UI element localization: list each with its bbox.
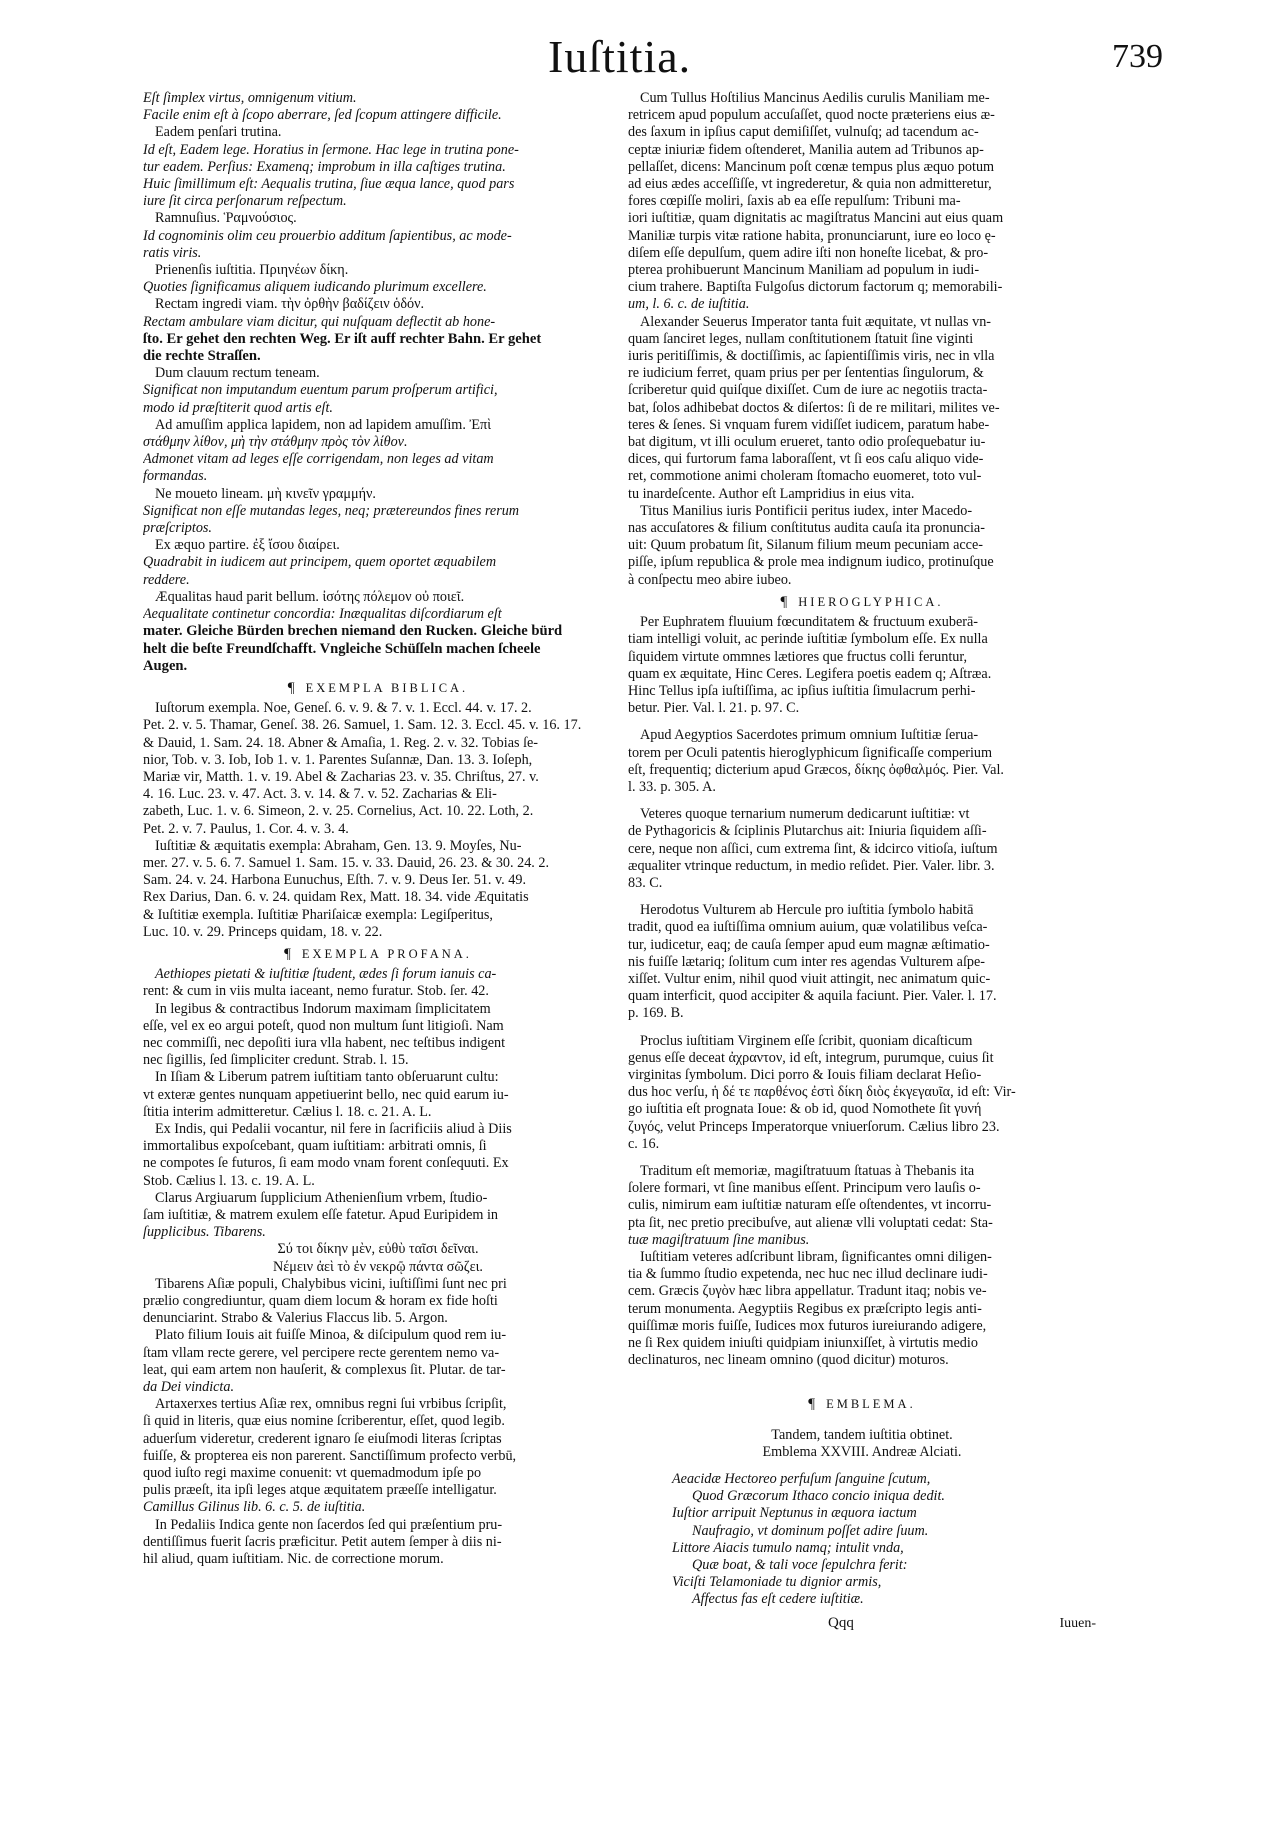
text-line: nec ſigillis, ſed ſimpliciter credunt. Strab. l. 15.	[143, 1052, 409, 1069]
text-line: nior, Tob. v. 3. Iob, Iob 1. v. 1. Parentes Suſannæ, Dan. 13. 3. Ioſeph,	[143, 751, 533, 768]
text-line: Camillus Gilinus lib. 6. c. 5. de iuſtitia.	[143, 1499, 366, 1516]
text-line: Quadrabit in iudicem aut principem, quem oportet æquabilem	[143, 554, 497, 571]
text-line: helt die beſte Freundſchafft. Vngleiche Schüſſeln machen ſcheele	[143, 640, 541, 657]
text-line: Dum clauum rectum teneam.	[155, 365, 320, 382]
pilcrow-icon: ¶	[780, 593, 791, 610]
emblem-verse: Viciſti Telamoniade tu dignior armis,	[672, 1574, 882, 1591]
text-line: mer. 27. v. 5. 6. 7. Samuel 1. Sam. 15. v. 33. Dauid, 26. 23. & 30. 24. 2.	[143, 854, 550, 871]
text-line: ſcriberetur quid quiſque dixiſſet. Cum de iure ac negotiis tracta-	[628, 382, 988, 399]
pilcrow-icon: ¶	[287, 679, 298, 696]
text-line: uit: Quum probatum ſit, Silanum filium meum pecuniam acce-	[628, 537, 984, 554]
text-line: Rex Darius, Dan. 6. v. 24. quidam Rex, Matt. 18. 34. vide Æquitatis	[143, 889, 529, 906]
text-line: ne ſi Rex quidem iniuſti quidpiam iniunxiſſet, à virtutis medio	[628, 1335, 978, 1352]
text-line: eſſe, vel ex eo argui poteſt, quod non multum ſunt litigioſi. Nam	[143, 1017, 504, 1034]
text-line: cem. Græcis ζυγὸν hæc libra appellatur. Tradunt itaq; nobis ve-	[628, 1283, 987, 1300]
left-column	[143, 90, 613, 1568]
text-line: Prienenſis iuſtitia. Πριηνέων δίκη.	[155, 262, 349, 279]
text-line: fores cœpiſſe moliri, ſaxis ab ea eſſe repulſum: Tribuni ma-	[628, 193, 961, 210]
text-line: ne compotes ſe futuros, ſi eam modo vnam forent conſequuti. Ex	[143, 1155, 509, 1172]
text-line: pulis præeſt, ita ipſi leges atque æquitatem præeſſe intelligatur.	[143, 1482, 497, 1499]
spacer	[628, 1417, 1096, 1427]
text-line: Huic ſimillimum eſt: Aequalis trutina, ſiue æqua lance, quod pars	[143, 176, 515, 193]
emblem-verse: Littore Aiacis tumulo namq; intulit vnda,	[672, 1539, 904, 1556]
text-line: Pet. 2. v. 5. Thamar, Geneſ. 38. 26. Samuel, 1. Sam. 12. 3. Eccl. 45. v. 16. 17.	[143, 717, 582, 734]
text-line: Mariæ vir, Matth. 1. v. 19. Abel & Zacharias 23. v. 35. Chriſtus, 27. v.	[143, 768, 539, 785]
text-line: nas accuſatores & filium conſtitutus audita cauſa ita pronuncia-	[628, 520, 985, 537]
text-line: modo id præſtiterit quod artis eſt.	[143, 399, 333, 416]
emblem-verse: Naufragio, vt dominum poſſet adire ſuum.	[692, 1522, 929, 1539]
emblem-title: Emblema XXVIII. Andreæ Alciati.	[762, 1443, 962, 1460]
text-line: Significat non imputandum euentum parum proſperum artifici,	[143, 382, 498, 399]
text-line: pta ſit, nec pretio precibuſve, aut alienæ vlli voluptati cedat: Sta-	[628, 1214, 993, 1231]
spacer	[628, 796, 1096, 806]
text-line: genus eſſe deceat ἀχραντον, id eſt, integrum, purumque, cuius ſit	[628, 1049, 994, 1066]
text-line: Id cognominis olim ceu prouerbio additum ſapientibus, ac mode-	[143, 227, 512, 244]
text-line: tuæ magiſtratuum ſine manibus.	[628, 1231, 810, 1248]
text-line: ſam iuſtitiæ, & matrem exulem eſſe fatetur. Apud Euripidem in	[143, 1207, 499, 1223]
text-line: retricem apud populum accuſaſſet, quod nocte præteriens eius æ-	[628, 107, 995, 124]
pilcrow-icon: ¶	[808, 1396, 819, 1413]
text-line: cere, neque non aſſici, cum extrema ſint, & idcirco vitioſa, iuſtum	[628, 840, 998, 857]
text-line: ſtam vllam recte gerere, vel percipere recte gerentem nemo va-	[143, 1344, 500, 1361]
text-line: quod iuſto regi maxime conuenit: vt quemadmodum ipſe po	[143, 1465, 482, 1482]
text-line: Significat non eſſe mutandas leges, neq; prætereundos fines rerum	[143, 502, 520, 519]
text-line: leat, qui eam artem non hauſerit, & complexus ſit. Plutar. de tar-	[143, 1361, 506, 1378]
text-line: iuris peritiſſimis, & doctiſſimis, ac ſapientiſſimis viris, nec in vlla	[628, 348, 995, 365]
text-line: ſolere formari, vt ſine manibus eſſent. Principum vero lauſis o-	[628, 1180, 981, 1197]
text-line: Iuſtorum exempla. Noe, Geneſ. 6. v. 9. & 7. v. 1. Eccl. 44. v. 17. 2.	[155, 700, 532, 717]
section-heading-biblica: ¶ EXEMPLA BIBLICA.	[287, 679, 469, 696]
text-line: Quoties ſignificamus aliquem iudicando plurimum excellere.	[143, 279, 487, 296]
text-line: dus hoc verſu, ἡ δέ τε παρθένος ἐστὶ δίκη διὸς ἐκγεγαυῖα, id eſt: Vir-	[628, 1084, 1016, 1101]
text-line: ſi quid in literis, quæ eius nomine ſcriberentur, eſſet, quod legib.	[143, 1413, 505, 1430]
text-line: de Pythagoricis & ſciplinis Plutarchus ait: Iniuria ſiquidem aſſi-	[628, 823, 987, 840]
text-line: æqualiter vtrinque reductum, in medio reſidet. Pier. Valer. libr. 3.	[628, 857, 995, 874]
text-line: Traditum eſt memoriæ, magiſtratuum ſtatuas à Thebanis ita	[640, 1162, 975, 1179]
text-line: quam interficit, quod accipiter & aquila faciunt. Pier. Valer. l. 17.	[628, 988, 997, 1005]
text-line: Ramnuſius. Ῥαμνούσιος.	[155, 210, 297, 227]
text-line: In Iſiam & Liberum patrem iuſtitiam tanto obſeruarunt cultu:	[155, 1069, 499, 1086]
emblem-motto: Tandem, tandem iuſtitia obtinet.	[771, 1426, 953, 1443]
emblem-verse: Aeacidæ Hectoreo perfuſum ſanguine ſcutum,	[672, 1471, 931, 1488]
text-line: terum monumenta. Aegyptiis Regibus ex præſcripto legis anti-	[628, 1300, 982, 1317]
text-line: aduerſum videretur, crederent ignaro ſe eiuſmodi literas ſcriptas	[143, 1430, 502, 1447]
text-line: ret, commotione animi choleram ſtomacho euomeret, toto vul-	[628, 468, 982, 485]
spacer	[628, 892, 1096, 902]
text-line: Rectam ingredi viam. τὴν ὀρθὴν βαδίζειν ὁδόν.	[155, 296, 425, 313]
text-line: Eſt ſimplex virtus, omnigenum vitium.	[143, 90, 357, 106]
text-line: virginitas ſymbolum. Dici porro & Iouis filiam declarat Heſio-	[628, 1066, 982, 1083]
text-line: Artaxerxes tertius Aſiæ rex, omnibus regni ſui vrbibus ſcripſit,	[155, 1396, 507, 1413]
text-line: ſtitia interim admitteretur. Cælius l. 18. c. 21. A. L.	[143, 1103, 432, 1120]
text-line: In Pedaliis Indica gente non ſacerdos ſed qui præſentium pru-	[155, 1516, 503, 1533]
page-title: Iuſtitia.	[548, 31, 692, 82]
text-line: Tibarens Aſiæ populi, Chalybibus vicini, iuſtiſſimi ſunt nec pri	[155, 1275, 507, 1292]
text-line: vt exteræ gentes nunquam appetiuerint bello, nec quid earum iu-	[143, 1086, 509, 1103]
text-line: dices, qui furtorum fama laboraſſent, vt ſi eos caſu aliquo vide-	[628, 451, 984, 468]
text-line: dentiſſimus fuerit ſacris præficitur. Petit autem ſemper à diis ni-	[143, 1533, 502, 1550]
text-line: ratis viris.	[143, 244, 202, 261]
text-line: die rechte Straſſen.	[143, 348, 261, 365]
text-line: teres & ſenes. Si vnquam furem vidiſſet iudicem, paratum habe-	[628, 416, 990, 433]
text-line: denunciarint. Strabo & Valerius Flaccus lib. 5. Argon.	[143, 1310, 448, 1327]
text-line: tradit, quod ea iuſtiſſima omnium auium, quæ volatilibus veſca-	[628, 919, 988, 936]
text-line: formandas.	[143, 468, 208, 485]
text-line: diſem eſſe depulſum, quem adire iſti non honeſte licebat, & pro-	[628, 244, 989, 261]
text-line: quam ſanciret leges, nullam conſtitutionem ſtatuit ſine viginti	[628, 330, 974, 347]
pilcrow-icon: ¶	[284, 945, 294, 962]
text-line: Ne moueto lineam. μὴ κινεῖν γραμμήν.	[155, 485, 376, 502]
text-line: Pet. 2. v. 7. Paulus, 1. Cor. 4. v. 3. 4.	[143, 820, 349, 837]
right-column	[628, 90, 1096, 1639]
text-line: Luc. 10. v. 29. Princeps quidam, 18. v. 22.	[143, 923, 383, 940]
text-line: declinaturos, nec lineam omnino (quod dicitur) moturos.	[628, 1352, 949, 1369]
text-line: pellaſſet, dicens: Mancinum poſt cœnæ tempus plus æquo potum	[628, 158, 995, 175]
page-number: 739	[1112, 38, 1163, 75]
text-line: rent: & cum in viis multa iaceant, nemo furatur. Stob. ſer. 42.	[143, 983, 489, 1000]
text-line: Ex Indis, qui Pedalii vocantur, nil fere in ſacrificiis aliud à Diis	[155, 1120, 512, 1137]
text-line: Proclus iuſtitiam Virginem eſſe ſcribit, quoniam dicaſticum	[640, 1032, 973, 1049]
text-line: Facile enim eſt à ſcopo aberrare, ſed ſcopum attingere difficile.	[143, 107, 502, 124]
running-head	[0, 24, 1276, 84]
text-line: um, l. 6. c. de iuſtitia.	[628, 296, 750, 313]
emblem-verse: Iuſtior arripuit Neptunus in æquora iactum	[672, 1505, 917, 1522]
text-line: go iuſtitia eſt prognata Ioue: & ob id, quod Nomothete ſit γυνή	[628, 1101, 982, 1118]
signature-mark: Qqq	[828, 1614, 854, 1631]
text-line: στάθμην λίθον, μὴ τὴν στάθμην πρὸς τὸν λίθον.	[143, 434, 408, 451]
text-line: bat, ſolos adhibebat doctos & diſertos: ſi de re militari, milites ve-	[628, 399, 1000, 416]
text-line: Hinc Tellus ipſa iuſtiſſima, ac ipſius iuſtitia ſimulacrum perhi-	[628, 682, 976, 699]
text-line: Veteres quoque ternarium numerum dedicarunt iuſtitiæ: vt	[640, 806, 970, 823]
text-line: Eadem penſari trutina.	[155, 124, 282, 141]
text-line: præſcriptos.	[143, 520, 212, 537]
spacer	[628, 1369, 1096, 1391]
text-line: prælio congrediuntur, quam diem locum & horam ex fide hoſti	[143, 1293, 498, 1310]
text-line: torem per Oculi patentis hieroglyphicum ſignificaſſe comperium	[628, 744, 993, 761]
text-line: tiam intelligi voluit, ac perinde iuſtitiæ ſymbolum eſſe. Ex nulla	[628, 631, 988, 648]
text-line: reddere.	[143, 571, 190, 588]
text-line: immortalibus expoſcebant, quam iuſtitiam: arbitrati omnis, ſi	[143, 1138, 487, 1155]
text-line: Plato filium Iouis ait fuiſſe Minoa, & diſcipulum quod rem iu-	[155, 1327, 507, 1344]
text-line: Rectam ambulare viam dicitur, qui nuſquam deflectit ab hone-	[143, 313, 496, 330]
text-line: Iuſtitiam veteres adſcribunt libram, ſignificantes omni diligen-	[640, 1249, 992, 1265]
spacer	[628, 1153, 1096, 1163]
text-line: Stob. Cælius l. 13. c. 19. A. L.	[143, 1172, 315, 1189]
text-line: ſto. Er gehet den rechten Weg. Er iſt auff rechter Bahn. Er gehet	[143, 330, 542, 347]
text-line: p. 169. B.	[628, 1005, 684, 1022]
text-line: Aethiopes pietati & iuſtitiæ ſtudent, ædes ſi forum ianuis ca-	[155, 966, 497, 983]
greek-verse: Σύ τοι δίκην μὲν, εὐθὺ ταῖσι δεῖναι.	[277, 1241, 479, 1258]
text-line: Admonet vitam ad leges eſſe corrigendam, non leges ad vitam	[143, 451, 494, 468]
text-line: des ſaxum in ipſius caput demiſiſſet, vulnuſq; ad tacendum ac-	[628, 124, 979, 141]
section-heading-emblema: ¶ EMBLEMA.	[808, 1396, 916, 1413]
text-line: pterea prohibuerunt Mancinum Maniliam ad populum in iudi-	[628, 262, 980, 279]
catchword: Iuuen-	[1059, 1615, 1096, 1631]
text-line: culis, nimirum eam iuſtitiæ naturam eſſe oſtendentes, vt incorru-	[628, 1197, 992, 1214]
text-line: à conſpectu meo abire iubeo.	[628, 571, 792, 588]
text-line: tur eadem. Perſius: Examenq; improbum in illa caſtiges trutina.	[143, 158, 506, 175]
text-line: Apud Aegyptios Sacerdotes primum omnium Iuſtitiæ ſerua-	[640, 727, 979, 744]
text-line: fuiſſe, & propterea eis non parerent. Sanctiſſimum profecto verbū,	[143, 1447, 517, 1464]
section-heading-hieroglyphica: ¶ HIEROGLYPHICA.	[780, 593, 944, 610]
text-line: iure ſit circa perſonarum reſpectum.	[143, 193, 347, 210]
text-line: Ex æquo partire. ἐξ ἴσου διαίρει.	[155, 537, 340, 554]
text-line: ſupplicibus. Tibarens.	[143, 1224, 266, 1241]
text-line: Æqualitas haud parit bellum. ἰσότης πόλεμον οὐ ποιεῖ.	[155, 588, 465, 605]
text-line: ſiquidem virtute ommnes lætiores que fructus colli feruntur,	[628, 648, 968, 665]
text-line: Herodotus Vulturem ab Hercule pro iuſtitia ſymbolo habitā	[640, 902, 974, 919]
text-line: eſt, frequentiq; dicterium apud Græcos, δίκης ὀφθαλμός. Pier. Val.	[628, 761, 1004, 778]
text-line: xiſſet. Vultur enim, nihil quod viuit attingit, nec animatum quic-	[628, 970, 991, 987]
text-line: In legibus & contractibus Indorum maximam ſimplicitatem	[155, 1000, 491, 1017]
text-line: Alexander Seuerus Imperator tanta fuit æquitate, vt nullas vn-	[640, 313, 992, 330]
page-footer	[628, 1615, 1096, 1639]
text-line: quiſſimæ moris fuiſſe, Iudices mox futuros iureiurando adigere,	[628, 1317, 987, 1334]
text-line: & Dauid, 1. Sam. 24. 18. Abner & Amaſia, 1. Reg. 2. v. 32. Tobias ſe-	[143, 734, 539, 751]
text-line: Id eſt, Eadem lege. Horatius in ſermone. Hac lege in trutina pone-	[143, 141, 519, 158]
emblem-verse: Quod Græcorum Ithaco concio iniqua dedit.	[692, 1488, 945, 1505]
text-line: Sam. 24. v. 24. Harbona Eunuchus, Eſth. 7. v. 9. Deus Ier. 51. v. 49.	[143, 872, 527, 889]
text-line: c. 16.	[628, 1135, 660, 1152]
text-line: tia & ſummo ſtudio expetenda, nec huc nec illud declinare iudi-	[628, 1266, 988, 1283]
text-line: betur. Pier. Val. l. 21. p. 97. C.	[628, 700, 800, 717]
text-line: quam ex æquitate, Hinc Ceres. Legifera poetis eadem q; Aſtræa.	[628, 665, 992, 682]
text-line: Cum Tullus Hoſtilius Mancinus Aedilis curulis Maniliam me-	[640, 90, 990, 106]
text-line: l. 33. p. 305. A.	[628, 778, 716, 795]
greek-verse: Νέμειν ἀεὶ τὸ ἐν νεκρῷ πάντα σῶζει.	[273, 1258, 483, 1275]
text-line: Per Euphratem fluuium fœcunditatem & fructuum exuberā-	[640, 614, 979, 631]
spacer	[628, 1023, 1096, 1033]
text-line: nec commiſſi, nec depoſiti iura vlla habent, nec teſtibus indigent	[143, 1034, 506, 1051]
text-line: piſſe, ipſum republica & prole mea indignum iudico, protinuſque	[628, 554, 994, 571]
text-line: cium trahere. Baptiſta Fulgoſus dictorum factorum q; memorabili-	[628, 279, 1003, 296]
text-line: ζυγός, velut Princeps Imperatorque vniuerſorum. Cælius libro 23.	[628, 1118, 1000, 1135]
spacer	[628, 1461, 1096, 1471]
text-line: 83. C.	[628, 874, 663, 891]
spacer	[628, 717, 1096, 727]
text-line: ad eius ædes acceſſiſſe, vt ingrederetur, & quia non admitteretur,	[628, 176, 992, 193]
text-line: & Iuſtitiæ exempla. Iuſtitiæ Phariſaicæ exempla: Legiſperitus,	[143, 906, 493, 923]
text-line: Ad amuſſim applica lapidem, non ad lapidem amuſſim. Ἐπὶ	[155, 416, 492, 433]
text-line: tu inardeſcente. Author eſt Lampridius in eius vita.	[628, 485, 915, 502]
text-line: zabeth, Luc. 1. v. 6. Simeon, 2. v. 25. Cornelius, Act. 10. 22. Loth, 2.	[143, 803, 534, 820]
text-line: iori iuſtitiæ, quam dignitatis ac magiſtratus Mancini aut eius quam	[628, 210, 1004, 227]
text-line: tur, iudicetur, eaq; de cauſa ſemper apud eum magnæ æſtimatio-	[628, 936, 990, 953]
text-line: Clarus Argiuarum ſupplicium Athenienſium vrbem, ſtudio-	[155, 1189, 488, 1206]
text-line: nis fuiſſe lætariq; ſolitum cum inter res agendas Vulturem aſpe-	[628, 953, 986, 970]
text-line: Aequalitate continetur concordia: Inæqualitas diſcordiarum eſt	[143, 606, 502, 623]
text-line: bat digitum, vt illi oculum erueret, tanto odio proſequebatur iu-	[628, 434, 986, 451]
section-heading-profana: ¶ EXEMPLA PROFANA.	[284, 945, 472, 962]
text-line: hil aliud, quam iuſtitiam. Nic. de correctione morum.	[143, 1551, 444, 1568]
emblem-verse: Affectus fas eſt cedere iuſtitiæ.	[692, 1591, 864, 1608]
text-line: Iuſtitiæ & æquitatis exempla: Abraham, Gen. 13. 9. Moyſes, Nu-	[155, 837, 522, 854]
text-line: mater. Gleiche Bürden brechen niemand den Rucken. Gleiche bürd	[143, 623, 563, 640]
text-line: Titus Manilius iuris Pontificii peritus iudex, inter Macedo-	[640, 502, 973, 519]
emblem-verse: Quæ boat, & tali voce ſepulchra ferit:	[692, 1557, 908, 1574]
text-line: da Dei vindicta.	[143, 1379, 235, 1396]
text-line: 4. 16. Luc. 23. v. 47. Act. 3. v. 14. & 7. v. 52. Zacharias & Eli-	[143, 786, 497, 803]
text-line: re iudicium ferret, quam prius per per ſententias ſingulorum, &	[628, 365, 984, 382]
text-line: ceptæ iniuriæ fidem oſtenderet, Manilia autem ad Tribunos ap-	[628, 141, 984, 158]
text-line: Maniliæ turpis vitæ ratione habita, pronunciarunt, iure eo loco ę-	[628, 227, 996, 244]
text-line: Augen.	[143, 657, 188, 674]
